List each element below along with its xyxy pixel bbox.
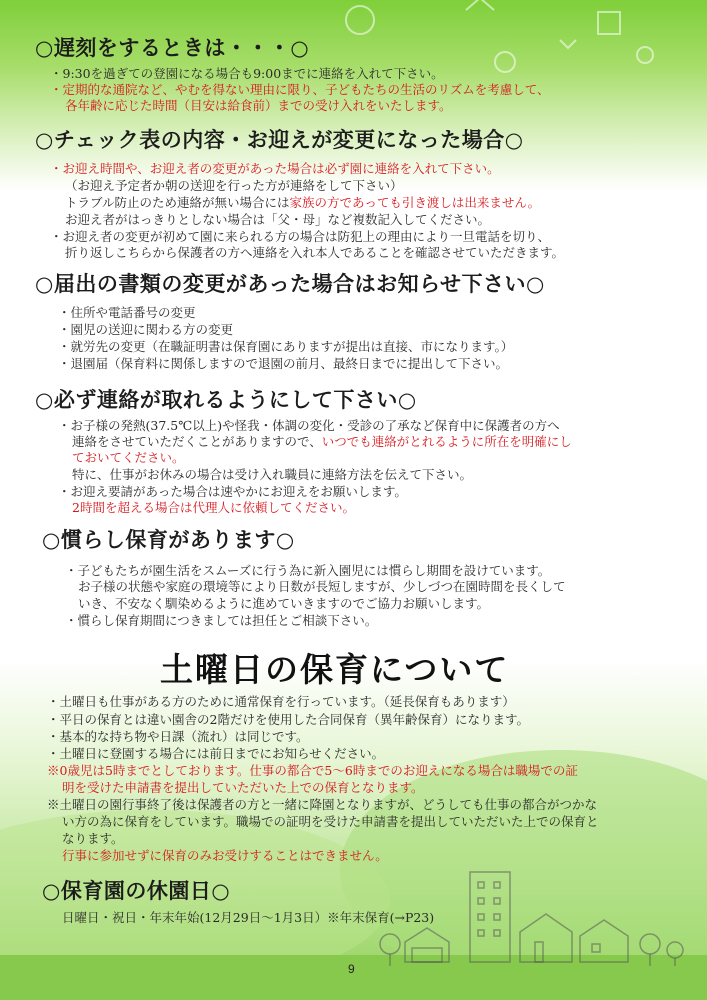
saturday-line-6: 明を受けた申請書を提出していただいた上での保育となります。 <box>62 780 424 795</box>
saturday-line-8: い方の為に保育をしています。職場での証明を受けた申請書を提出していただいた上での保育と <box>62 814 599 829</box>
checklist-line-4: お迎え者がはっきりとしない場合は「父・母」など複数記入してください。 <box>65 212 491 227</box>
checklist-heading: ○チェック表の内容・お迎えが変更になった場合○ <box>35 127 524 152</box>
saturday-line-7: ※土曜日の園行事終了後は保護者の方と一緒に降園となりますが、どうしても仕事の都合がつかな <box>47 797 598 812</box>
documents-line-1: ・住所や電話番号の変更 <box>58 305 196 320</box>
saturday-line-5: ※0歳児は5時までとしております。仕事の都合で5～6時までのお迎えになる場合は職場での証 <box>47 763 578 778</box>
contact-line-6: 2時間を超える場合は代理人に依頼してください。 <box>72 500 355 515</box>
documents-line-2: ・園児の送迎に関わる方の変更 <box>58 322 234 337</box>
late-line-1: ・9:30を過ぎての登園になる場合も9:00までに連絡を入れて下さい。 <box>50 66 444 81</box>
checklist-line-2: （お迎え予定者か朝の送迎を行った方が連絡をして下さい） <box>65 178 403 193</box>
adjust-line-3: いき、不安なく馴染めるように進めていきますのでご協力お願いします。 <box>78 596 490 611</box>
late-heading: ○遅刻をするときは・・・○ <box>35 35 310 60</box>
saturday-title: 土曜日の保育について <box>160 650 510 689</box>
contact-line-3: ておいてください。 <box>72 450 185 465</box>
adjust-line-1: ・子どもたちが園生活をスムーズに行う為に新入園児には慣らし期間を設けています。 <box>65 563 551 578</box>
saturday-line-4: ・土曜日に登園する場合には前日までにお知らせください。 <box>47 746 385 761</box>
holidays-line-1: 日曜日・祝日・年末年始(12月29日～1月3日）※年末保育(→P23) <box>62 910 435 925</box>
saturday-line-10: 行事に参加せずに保育のみお受けすることはできません。 <box>62 848 388 863</box>
checklist-line-5: ・お迎え者の変更が初めて園に来られる方の場合は防犯上の理由により一旦電話を切り、 <box>50 229 551 244</box>
checklist-line-6: 折り返しこちらから保護者の方へ連絡を入れ本人であることを確認させていただきます。 <box>65 245 565 260</box>
contact-line-2 <box>72 434 572 450</box>
checklist-line-3 <box>65 195 540 211</box>
adjust-heading: ○慣らし保育があります○ <box>42 527 295 552</box>
holidays-heading: ○保育園の休園日○ <box>42 878 231 903</box>
page-number: 9 <box>348 962 355 976</box>
late-line-3: 各年齢に応じた時間（目安は給食前）までの受け入れをいたします。 <box>65 98 452 113</box>
saturday-line-1: ・土曜日も仕事がある方のために通常保育を行っています。（延長保育もあります） <box>47 694 515 709</box>
contact-heading: ○必ず連絡が取れるようにして下さい○ <box>35 387 417 412</box>
saturday-line-9: なります。 <box>62 831 124 846</box>
checklist-line-3-warning: 家族の方であっても引き渡しは出来ません。 <box>289 195 541 210</box>
late-line-2: ・定期的な通院など、やむを得ない理由に限り、子どもたちの生活のリズムを考慮して、 <box>50 82 550 97</box>
saturday-line-2: ・平日の保育とは違い園舎の2階だけを使用した合同保育（異年齢保育）になります。 <box>47 712 529 727</box>
saturday-line-3: ・基本的な持ち物や日課（流れ）は同じです。 <box>47 729 309 744</box>
adjust-line-4: ・慣らし保育期間につきましては担任とご相談下さい。 <box>65 613 378 628</box>
documents-heading: ○届出の書類の変更があった場合はお知らせ下さい○ <box>35 271 545 296</box>
checklist-line-3-text: トラブル防止のため連絡が無い場合には <box>65 195 290 210</box>
adjust-line-2: お子様の状態や家庭の環境等により日数が長短しますが、少しづつ在園時間を長くして <box>78 579 566 594</box>
contact-line-2-warning: いつでも連絡がとれるように所在を明確にし <box>321 434 572 449</box>
documents-line-4: ・退園届（保育料に関係しますので退園の前月、最終日までに提出して下さい。 <box>58 356 509 371</box>
checklist-line-1: ・お迎え時間や、お迎え者の変更があった場合は必ず園に連絡を入れて下さい。 <box>50 161 500 176</box>
contact-line-5: ・お迎え要請があった場合は速やかにお迎えをお願いします。 <box>58 484 407 499</box>
contact-line-1: ・お子様の発熱(37.5℃以上)や怪我・体調の変化・受診の了承など保育中に保護者の方へ <box>58 418 560 433</box>
contact-line-4: 特に、仕事がお休みの場合は受け入れ職員に連絡方法を伝えて下さい。 <box>72 467 473 482</box>
contact-line-2-text: 連絡をさせていただくことがありますので、 <box>72 434 322 449</box>
documents-line-3: ・就労先の変更（在職証明書は保育園にありますが提出は直接、市になります。） <box>58 339 514 354</box>
